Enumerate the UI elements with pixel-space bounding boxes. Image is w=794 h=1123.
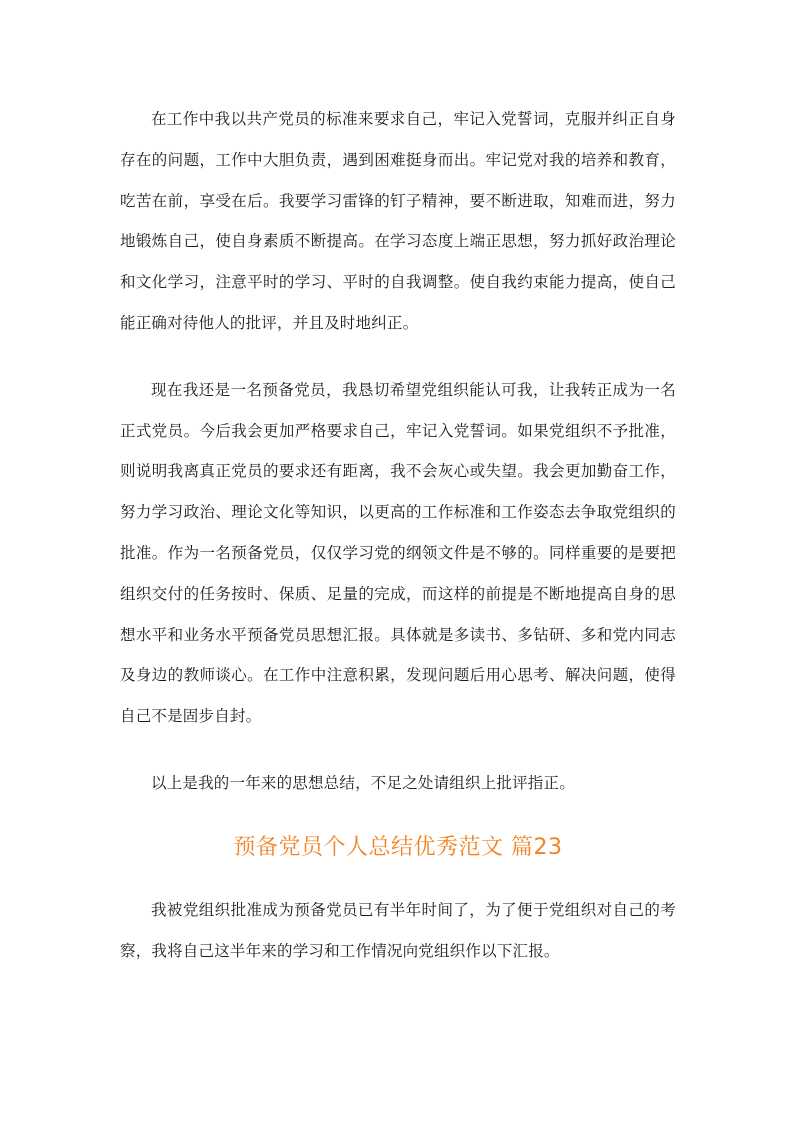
paragraph-half-year-report: 我被党组织批准成为预备党员已有半年时间了，为了便于党组织对自己的考察，我将自己这半年来的学习和工作情况向党组织作以下汇报。 xyxy=(120,900,676,960)
paragraph-probationary-member: 现在我还是一名预备党员，我恳切希望党组织能认可我，让我转正成为一名正式党员。今后我会更加严格要求自己，牢记入党誓词。如果党组织不予批准，则说明我离真正党员的要求还有距离，我不会灰心或失望。我会更加勤奋工作，努力学习政治、理论文化等知识，以更高的工作标准和工作姿态去争取党组织的批准。作为一名预备党员，仅仅学习党的纲领文件是不够的。同样重要的是要把组织交付的任务按时、保质、足量的完成，而这样的前提是不断地提高自身的思想水平和业务水平预备党员思想汇报。具体就是多读书、多钻研、多和党内同志及身边的教师谈心。在工作中注意积累，发现问题后用心思考、解决问题，使得自己不是固步自封。 xyxy=(120,380,676,726)
document-body xyxy=(120,99,676,997)
paragraph-work-attitude: 在工作中我以共产党员的标准来要求自己，牢记入党誓词，克服并纠正自身存在的问题，工作中大胆负责，遇到困难挺身而出。牢记党对我的培养和教育，吃苦在前，享受在后。我要学习雷锋的钉子精神，要不断进取，知难而进，努力地锻炼自己，使自身素质不断提高。在学习态度上端正思想，努力抓好政治理论和文化学习，注意平时的学习、平时的自我调整。使自我约束能力提高，使自己能正确对待他人的批评，并且及时地纠正。 xyxy=(120,110,676,332)
section-heading: 预备党员个人总结优秀范文 篇23 xyxy=(233,834,563,860)
paragraph-conclusion: 以上是我的一年来的思想总结，不足之处请组织上批评指正。 xyxy=(151,773,575,792)
